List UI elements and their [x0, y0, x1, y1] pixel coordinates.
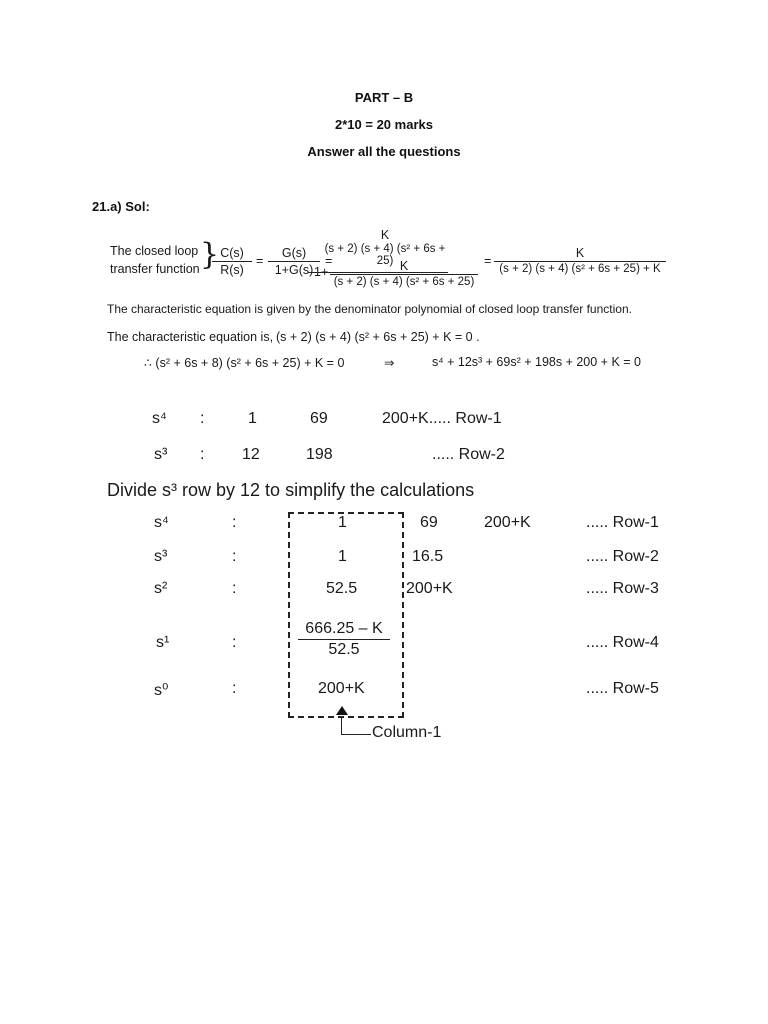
question-label: 21.a) Sol:: [92, 199, 150, 214]
rt-s0: s⁰: [154, 682, 169, 699]
part-heading: PART – B: [354, 90, 414, 105]
rt-s1: s¹: [156, 634, 170, 651]
brace-icon: }: [200, 237, 220, 272]
denominator-inner: K (s + 2) (s + 4) (s² + 6s + 25): [330, 259, 478, 288]
implies-icon: ⇒: [384, 356, 395, 370]
rhs-fraction: K (s + 2) (s + 4) (s² + 6s + 25) + K: [494, 246, 666, 275]
numerator-k: K: [380, 228, 390, 242]
char-line2-prefix: The characteristic equation is,: [107, 330, 274, 344]
rt-s4: s⁴: [154, 514, 169, 531]
cs: C(s): [220, 246, 244, 260]
rt-r3-label: ..... Row-3: [586, 580, 659, 597]
rt-r1-label: ..... Row-1: [586, 514, 659, 531]
rt-s2: s²: [154, 580, 168, 597]
rs: R(s): [220, 263, 244, 277]
instruction-heading: Answer all the questions: [307, 144, 461, 159]
char-line3-rhs: s⁴ + 12s³ + 69s² + 198s + 200 + K = 0: [432, 355, 641, 369]
rt-r5-c1: 200+K: [318, 680, 365, 697]
ri-s3-c1: 12: [242, 446, 260, 463]
ri-s4: s⁴: [152, 410, 167, 427]
rt-r2-c2: 16.5: [412, 548, 444, 565]
ri-s4-c1: 1: [248, 410, 257, 427]
ri-s3-c3: ..... Row-2: [432, 446, 505, 463]
rt-r4-c1: 666.25 – K 52.5: [298, 620, 390, 659]
rt-r1-c3: 200+K: [484, 514, 531, 531]
divide-note: Divide s³ row by 12 to simplify the calculations: [107, 480, 475, 500]
gs: G(s): [281, 246, 307, 260]
tf-label-line1: The closed loop: [110, 244, 199, 258]
rt-r2-label: ..... Row-2: [586, 548, 659, 565]
ri-s4-c2: 69: [310, 410, 328, 427]
ri-s4-c3: 200+K..... Row-1: [382, 410, 502, 427]
ri-s3-c2: 198: [306, 446, 333, 463]
column-1-label: Column-1: [372, 724, 442, 741]
rt-r1-c1: 1: [338, 514, 347, 531]
rt-r3-c1: 52.5: [326, 580, 358, 597]
rt-r2-c1: 1: [338, 548, 347, 565]
marks-heading: 2*10 = 20 marks: [335, 117, 433, 132]
numerator-poly: (s + 2) (s + 4) (s² + 6s + 25): [324, 243, 446, 267]
char-line2-eq: (s + 2) (s + 4) (s² + 6s + 25) + K = 0 .: [276, 330, 480, 344]
char-line1: The characteristic equation is given by the denominator polynomial of closed loop transfer function.: [107, 302, 632, 316]
tf-label-line2: transfer function: [110, 262, 200, 276]
ri-s3: s³: [154, 446, 168, 463]
cs-over-rs: [212, 246, 252, 277]
one-plus: 1+: [314, 265, 329, 279]
rt-r5-label: ..... Row-5: [586, 680, 659, 697]
one-plus-gs: 1+G(s): [274, 263, 314, 277]
rt-r3-c2: 200+K: [406, 580, 453, 597]
rt-r1-c2: 69: [420, 514, 438, 531]
rt-s3: s³: [154, 548, 168, 565]
char-line3-lhs: ∴ (s² + 6s + 8) (s² + 6s + 25) + K = 0: [144, 356, 345, 370]
arrow-up-icon: [336, 706, 348, 715]
rt-r4-label: ..... Row-4: [586, 634, 659, 651]
